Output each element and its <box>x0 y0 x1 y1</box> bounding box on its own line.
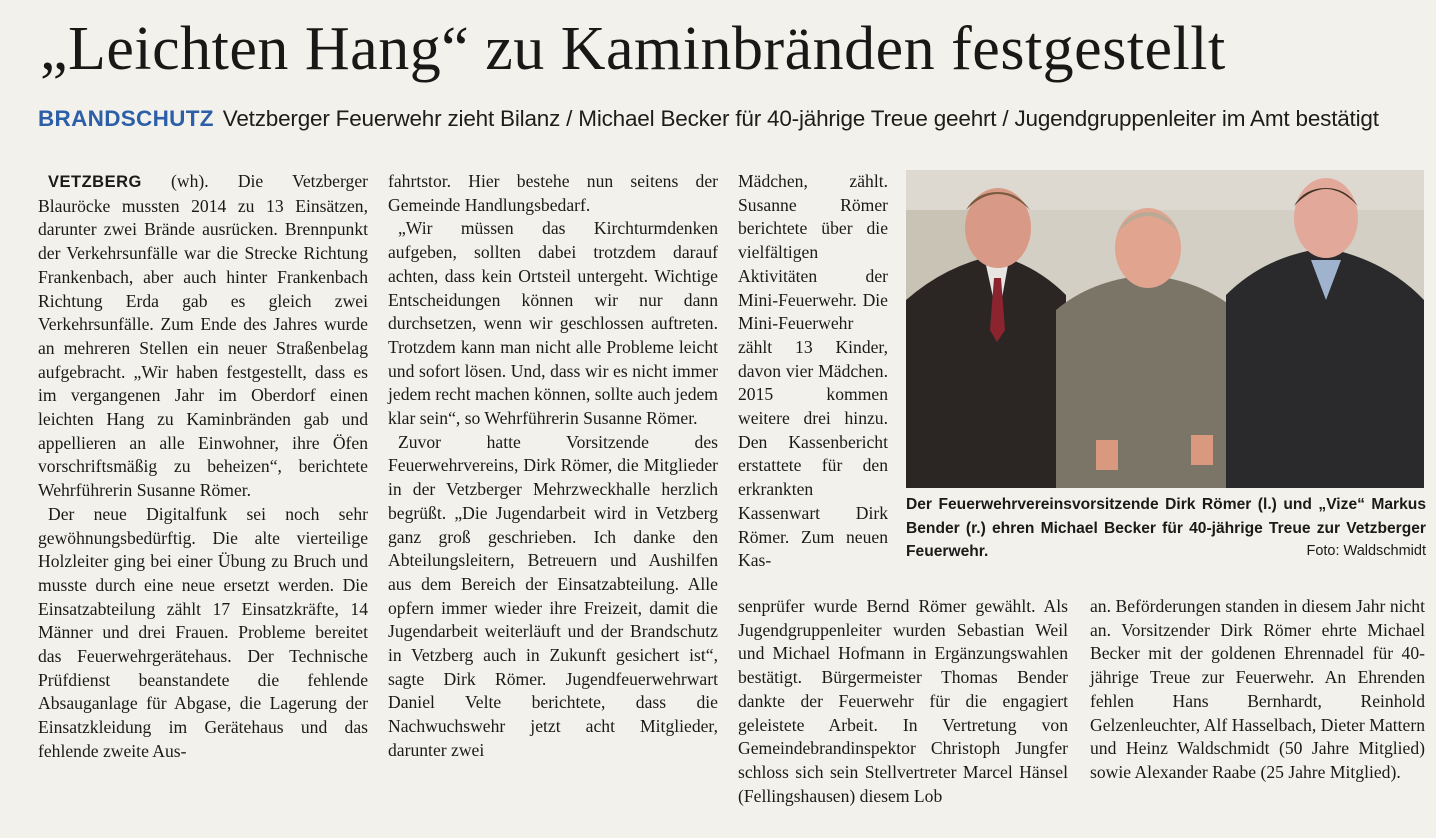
article-subheadline <box>38 103 1428 135</box>
paragraph: Zuvor hatte Vorsitzende des Feuerwehrvereins, Dirk Römer, die Mitglieder in der Vetzberger Mehrzweckhalle herzlich begrüßt. „Die Jugendarbeit wird in Vetzberg ganz groß geschrieben. Ich danke den Abteilungsleitern, Betreuern und Aushilfen aus dem Bereich der Einsatzabteilung. Alle opfern immer wieder ihre Freizeit, damit die Jugendarbeit weiterläuft und der Brandschutz in Vetzberg auch in Zukunft gesichert ist“, sagte Dirk Römer. Jugendfeuerwehrwart Daniel Velte berichtete, dass die Nachwuchswehr jetzt acht Mitglieder, darunter zwei <box>388 431 718 760</box>
caption-text: Der Feuerwehrvereinsvorsitzende Dirk Römer (l.) und „Vize“ Markus Bender (r.) ehren Michael Becker für 40-jährige Treue zur Vetzberger Feuerwehr. <box>906 496 1426 560</box>
article-column-2 <box>388 170 718 763</box>
paragraph: „Wir müssen das Kirchturmdenken aufgeben, sollten dabei trotzdem darauf achten, dass kein Ortsteil untergeht. Wichtige Entscheidungen können wir nur dann durchsetzen, wenn wir geschlossen auftreten. Trotzdem kann man nicht alle Probleme leicht und sofort lösen. Und, dass wir es nicht immer jedem recht machen können, sollte auch jedem klar sein“, so Wehrführerin Susanne Römer. <box>388 218 718 429</box>
section-kicker: BRANDSCHUTZ <box>38 106 214 131</box>
article-column-3-lower <box>738 595 1068 808</box>
dateline: VETZBERG <box>48 173 142 191</box>
subheadline-text: Vetzberger Feuerwehr zieht Bilanz / Michael Becker für 40-jährige Treue geehrt / Jugendgruppenleiter im Amt bestätigt <box>222 106 1379 131</box>
article-column-4 <box>1090 595 1425 785</box>
paragraph-text: (wh). Die Vetzberger Blauröcke mussten 2014 zu 13 Einsätzen, darunter zwei Brände ausrücken. Brennpunkt der Verkehrsunfälle war die Strecke Richtung Frankenbach, aber auch hinter Frankenbach Richtung Erda gab es gleich zwei Verkehrsunfälle. Zum Ende des Jahres wurde an mehreren Stellen ein neuer Straßenbelag aufgebracht. „Wir haben festgestellt, dass es im vergangenen Jahr im Oberdorf einen leichten Hang zu Kaminbränden gab und appellieren an alle Einwohner, ihre Öfen vorschriftsmäßig zu beheizen“, berichtete Wehrführerin Susanne Römer. <box>38 171 368 501</box>
photo-credit: Foto: Waldschmidt <box>1306 543 1426 559</box>
paragraph: senprüfer wurde Bernd Römer gewählt. Als Jugendgruppenleiter wurden Sebastian Weil und Michael Hofmann in Ergänzungswahlen bestätigt. Bürgermeister Thomas Bender dankte der Feuerwehr für die engagiert geleistete Arbeit. In Vertretung von Gemeindebrandinspektor Christoph Jungfer schloss sich sein Stellvertreter Marcel Hänsel (Fellingshausen) diesem Lob <box>738 596 1068 806</box>
paragraph <box>38 170 368 503</box>
article-column-1 <box>38 170 368 764</box>
article-column-3-upper <box>738 170 888 573</box>
paragraph: an. Beförderungen standen in diesem Jahr nicht an. Vorsitzender Dirk Römer ehrte Michael Becker mit der goldenen Ehrennadel für 40-jährige Treue zur Feuerwehr. An Ehrenden fehlen Hans Bernhardt, Reinhold Gelzenleuchter, Alf Hasselbach, Dieter Mattern und Heinz Waldschmidt (50 Jahre Mitglied) sowie Alexander Raabe (25 Jahre Mitglied). <box>1090 596 1425 782</box>
photo-illustration <box>906 170 1424 488</box>
photo-caption <box>906 493 1426 564</box>
article-headline: „Leichten Hang“ zu Kaminbränden festgestellt <box>40 15 1226 83</box>
article-photo <box>906 170 1424 488</box>
paragraph: Der neue Digitalfunk sei noch sehr gewöhnungsbedürftig. Die alte vierteilige Holzleiter ging bei einer Übung zu Bruch und musste durch eine neue ersetzt werden. Die Einsatzabteilung zählt 17 Einsatzkräfte, 14 Männer und drei Frauen. Probleme bereitet das Feuerwehrgerätehaus. Der Technische Prüfdienst beanstandete die fehlende Absauganlage für Abgase, die Lagerung der Einsatzkleidung im Gerätehaus und das fehlende zweite Aus- <box>38 503 368 761</box>
paragraph: fahrtstor. Hier bestehe nun seitens der Gemeinde Handlungsbedarf. <box>388 171 718 215</box>
paragraph: Mädchen, zählt. Susanne Römer berichtete über die vielfältigen Aktivitäten der Mini-Feuerwehr. Die Mini-Feuerwehr zählt 13 Kinder, davon vier Mädchen. 2015 kommen weitere drei hinzu. Den Kassenbericht erstattete für den erkrankten Kassenwart Dirk Römer. Zum neuen Kas- <box>738 171 888 571</box>
